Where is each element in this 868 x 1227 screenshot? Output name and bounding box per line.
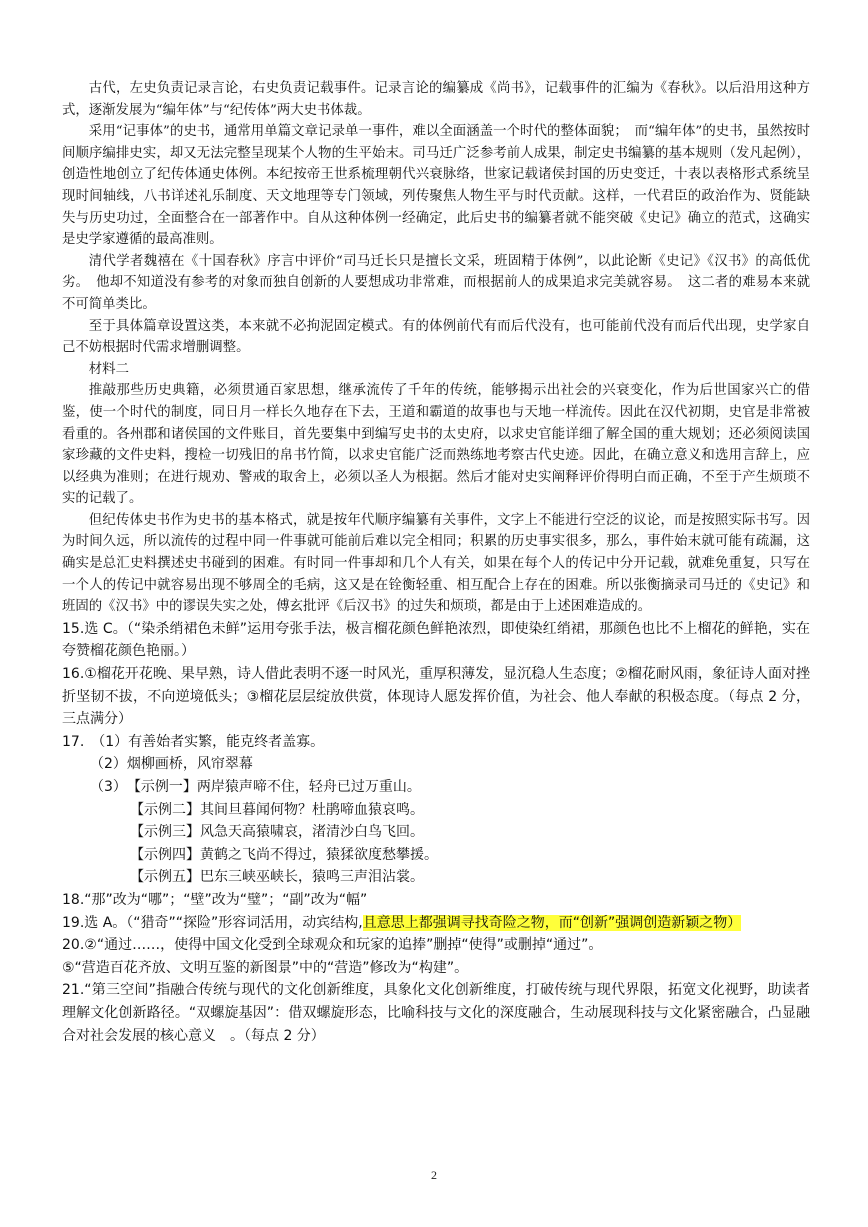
page-number: 2 (431, 1168, 437, 1182)
paragraph: 古代，左史负责记录言论，右史负责记载事件。记录言论的编纂成《尚书》，记载事件的汇编为《春秋》。以后沿用这种方式，逐渐发展为“编年体”与“纪传体”两大史书体裁。 (62, 81, 810, 118)
paragraph: 但纪传体史书作为史书的基本格式，就是按年代顺序编纂有关事件，文字上不能进行空泛的议论，而是按照实际书写。因为时间久远，所以流传的过程中同一件事就可能前后难以完全相同；积累的历史事实很多，那么，事件始末就可能有疏漏，这确实是总汇史料撰述史书碰到的困难。有时同一件事却和几个人有关，如果在每个人的传记中分开记载，就难免重复，只写在一个人的传记中就容易出现不够周全的毛病，这又是在铨衡轻重、相互配合上存在的困难。所以张衡摘录司马迁的《史记》和班固的《汉书》中的谬误失实之处，傅玄批评《后汉书》的过失和烦琐，都是由于上述困难造成的。 (62, 512, 810, 615)
answer-section (62, 618, 810, 1047)
answer-19-text: 19.选 A。（“猎奇”“探险”形容词活用，动宾结构, (62, 914, 363, 931)
answer-15: 15.选 C。（“染杀绡裙色未鲜”运用夸张手法，极言榴花颜色鲜艳浓烈，即使染红绡裙，那颜色也比不上榴花的鲜艳，实在夸赞榴花颜色艳丽。） (62, 620, 810, 660)
paragraph: 采用“记事体”的史书，通常用单篇文章记录单一事件，难以全面涵盖一个时代的整体面貌； 而“编年体”的史书，虽然按时间顺序编排史实，却又无法完整呈现某个人物的生平始末。司马迁广泛参考前人成果，制定史书编纂的基本规则（发凡起例），创造性地创立了纪传体通史体例。本纪按帝王世系梳理朝代兴衰脉络，世家记载诸侯封国的历史变迁，十表以表格形式系统呈现时间轴线，八书详述礼乐制度、天文地理等专门领域，列传聚焦人物生平与时代贡献。这样，一代君臣的政治作为、贤能缺失与历史功过，全面整合在一部著作中。自从这种体例一经确定，此后史书的编纂者就不能突破《史记》确立的范式，这确实是史学家遵循的最高准则。 (62, 124, 810, 248)
answer-20-b: ⑤“营造百花齐放、文明互鉴的新图景”中的“营造”修改为“构建”。 (62, 959, 469, 976)
answer-17-3: （3） 【示例一】两岸猿声啼不住，轻舟已过万重山。 (90, 779, 421, 795)
paragraph: 至于具体篇章设置这类，本来就不必拘泥固定模式。有的体例前代有而后代没有，也可能前代没有而后代出现，史学家自己不妨根据时代需求增删调整。 (62, 318, 810, 356)
answer-17-example: 【示例四】黄鹤之飞尚不得过，猿猱欲度愁攀援。 (130, 846, 438, 863)
answer-16: 16.①榴花开花晚、果早熟，诗人借此表明不逐一时风光，重厚积薄发，显沉稳人生态度；②榴花耐风雨，象征诗人面对挫折坚韧不拔，不向逆境低头；③榴花层层绽放供赏，体现诗人愿发挥价值，为社会、他人奉献的积极态度。（每点 2 分，三点满分） (62, 666, 810, 728)
answer-17-example: 【示例五】巴东三峡巫峡长，猿鸣三声泪沾裳。 (130, 869, 424, 886)
material-one (62, 78, 810, 618)
page-content (62, 78, 810, 1047)
answer-19 (62, 912, 810, 935)
answer-19-highlight: 且意思上都强调寻找奇险之物，而“创新”强调创造新颖之物） (362, 914, 742, 931)
answer-17-2: （2）烟柳画桥，风帘翠幕 (90, 756, 253, 773)
paragraph: 推敲那些历史典籍，必须贯通百家思想，继承流传了千年的传统，能够揭示出社会的兴衰变化，作为后世国家兴亡的借鉴，使一个时代的制度，同日月一样长久地存在下去，王道和霸道的故事也与天地一样流传。因此在汉代初期，史官是非常被看重的。各州郡和诸侯国的文件账目，首先要集中到编写史书的太史府，以求史官能详细了解全国的重大规划；还必须阅读国家珍藏的文件史料，搜检一切残旧的帛书竹简，以求史官能广泛而熟练地考察古代史迹。因此，在确立意义和选用言辞上，应以经典为准则；在进行规劝、警戒的取舍上，必须以圣人为根据。然后才能对史实阐释评价得明白而正确，不至于产生烦琐不实的记载了。 (62, 383, 810, 507)
answer-21: 21.“第三空间”指融合传统与现代的文化创新维度，具象化文化创新维度，打破传统与现代界限，拓宽文化视野，助读者理解文化创新路径。“双螺旋基因”：借双螺旋形态，比喻科技与文化的深度融合，生动展现科技与文化紧密融合，凸显融合对社会发展的核心意义 。（每点 2 分） (62, 982, 810, 1044)
material-two-heading: 材料二 (88, 361, 129, 377)
answer-18: 18.“那”改为“哪”；“壁”改为“璧”；“副”改为“幅” (62, 891, 368, 908)
answer-17-example: 【示例三】风急天高猿啸哀，渚清沙白鸟飞回。 (130, 824, 424, 841)
answer-17-1: 17. （1）有善始者实繁，能克终者盖寡。 (62, 733, 325, 750)
paragraph: 清代学者魏禧在《十国春秋》序言中评价“司马迁长只是擅长文采，班固精于体例”，以此论断《史记》《汉书》的高低优劣。 他却不知道没有参考的对象而独自创新的人要想成功非常难，而根据前人的成果追求完美就容易。 这二者的难易本来就不可简单类比。 (62, 253, 810, 312)
answer-17-example: 【示例二】其间旦暮闻何物？杜鹃啼血猿哀鸣。 (130, 801, 424, 818)
answer-20-a: 20.②“通过……，使得中国文化受到全球观众和玩家的追捧”删掉“使得”或删掉“通过”。 (62, 937, 603, 954)
